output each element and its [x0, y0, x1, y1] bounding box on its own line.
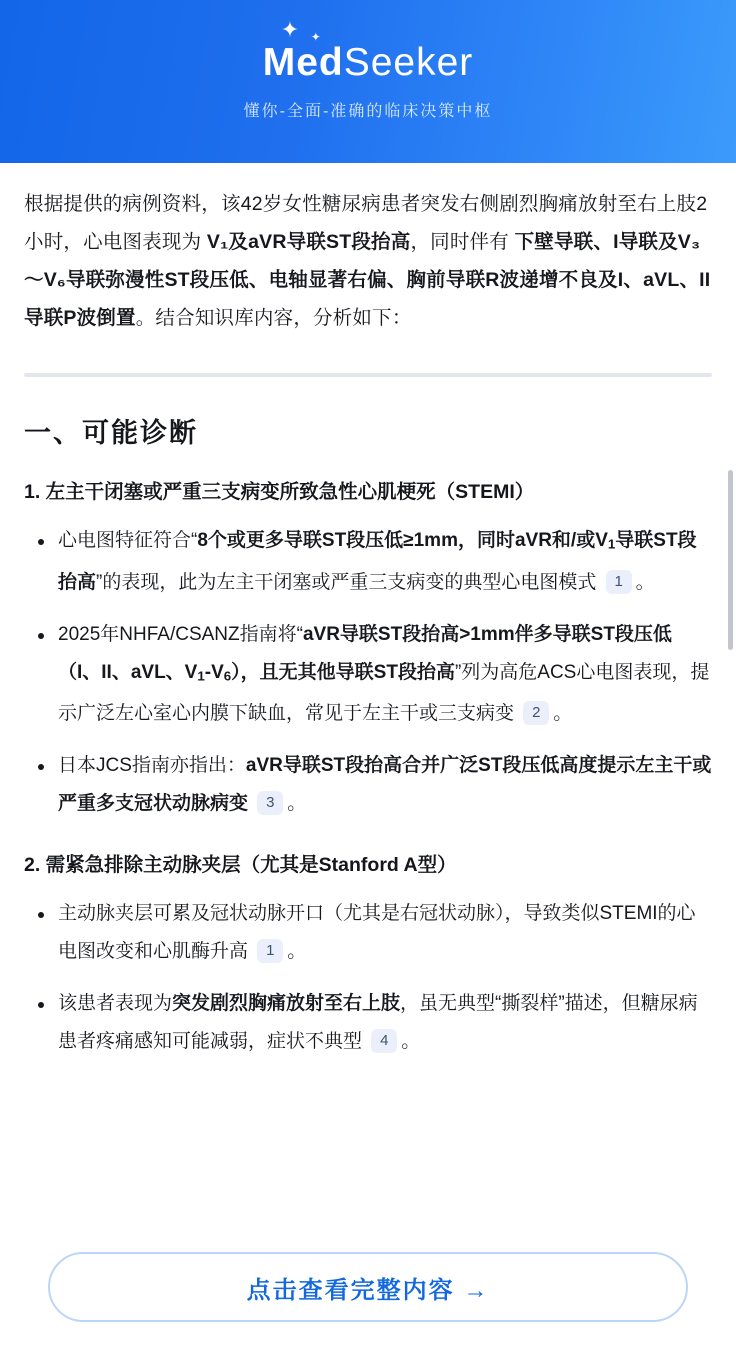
bullet-tail: 。: [401, 1031, 421, 1053]
reference-badge[interactable]: 1: [606, 570, 632, 594]
sparkle-small-icon: ✦: [310, 29, 322, 44]
bullet-text: 2025年NHFA/CSANZ指南将“: [58, 623, 303, 645]
bullet-tail: 。: [287, 793, 307, 815]
reference-badge[interactable]: 3: [257, 791, 283, 815]
brand-logo: [262, 16, 474, 84]
brand-name-bold: Med: [262, 40, 344, 84]
bullet-tail: 。: [287, 941, 307, 963]
intro-paragraph: [24, 185, 712, 337]
intro-text-2: ，同时伴有: [410, 231, 515, 253]
app-header: [0, 0, 736, 163]
bullet-text: ”的表现，此为左主干闭塞或严重三支病变的典型心电图模式: [96, 571, 597, 593]
scrollbar-thumb[interactable]: [728, 470, 733, 650]
section-divider: [24, 373, 712, 377]
sparkle-icon: ✦: [280, 16, 301, 42]
list-item: [30, 747, 712, 823]
bullet-text: 日本JCS指南亦指出：: [58, 755, 246, 777]
bullet-emph: 突发剧烈胸痛放射至右上肢: [172, 993, 401, 1015]
bullet-text: ，虽无典型“撕裂样”描述，但糖尿病患者疼痛感知可能减弱，症状不典型: [58, 993, 698, 1053]
brand-name-light: Seeker: [343, 40, 474, 84]
bullet-emph: 8个或更多导联ST段压低≥1mm，同时aVR和/或$V_1$导联ST段抬高: [58, 530, 697, 593]
view-full-content-button[interactable]: 点击查看完整内容 →: [48, 1252, 688, 1322]
list-item: [30, 895, 712, 971]
section-title-diagnosis: 一、可能诊断: [24, 418, 198, 448]
bullet-emph: aVR导联ST段抬高合并广泛ST段压低高度提示左主干或严重多支冠状动脉病变: [58, 755, 712, 815]
scrollbar-track[interactable]: [728, 170, 733, 1250]
cta-footer: [0, 1228, 736, 1346]
list-item: [30, 985, 712, 1061]
diagnosis-1-list: [30, 522, 712, 823]
reference-badge[interactable]: 1: [257, 939, 283, 963]
brand-tagline: 懂你-全面-准确的临床决策中枢: [243, 102, 493, 120]
bullet-tail: 。: [553, 703, 573, 725]
list-item: [30, 522, 712, 602]
intro-text-1: 根据提供的病例资料，该42岁女性糖尿病患者突发右侧剧烈胸痛放射至右上肢2小时，心电图表现为: [24, 193, 708, 253]
diagnosis-2-title: 2. 需紧急排除主动脉夹层（尤其是Stanford A型）: [24, 854, 457, 877]
reference-badge[interactable]: 2: [523, 701, 549, 725]
bullet-text: 主动脉夹层可累及冠状动脉开口（尤其是右冠状动脉），导致类似STEMI的心电图改变和心肌酶升高: [58, 903, 696, 963]
reference-badge[interactable]: 4: [371, 1029, 397, 1053]
intro-emph-2: 下壁导联、I导联及V₃～V₆导联弥漫性ST段压低、电轴显著右偏、胸前导联R波递增不良及I、aVL、II导联P波倒置: [24, 231, 711, 329]
list-item: [30, 616, 712, 734]
bullet-emph: aVR导联ST段抬高>1mm伴多导联ST段压低（I、II、aVL、$V_1-V_6$），且无其他导联ST段抬高: [58, 623, 672, 684]
intro-emph-1: V₁及aVR导联ST段抬高: [206, 231, 411, 253]
bullet-text: 该患者表现为: [58, 993, 173, 1015]
diagnosis-1-title: 1. 左主干闭塞或严重三支病变所致急性心肌梗死（STEMI）: [24, 481, 535, 503]
bullet-text: 心电图特征符合“: [58, 530, 198, 551]
bullet-text: ”列为高危ACS心电图表现，提示广泛左心室心内膜下缺血，常见于左主干或三支病变: [58, 661, 710, 725]
diagnosis-2-list: [30, 895, 712, 1061]
intro-text-3: 。结合知识库内容，分析如下：: [135, 307, 412, 329]
answer-content: [0, 163, 736, 1061]
bullet-tail: 。: [635, 571, 655, 593]
